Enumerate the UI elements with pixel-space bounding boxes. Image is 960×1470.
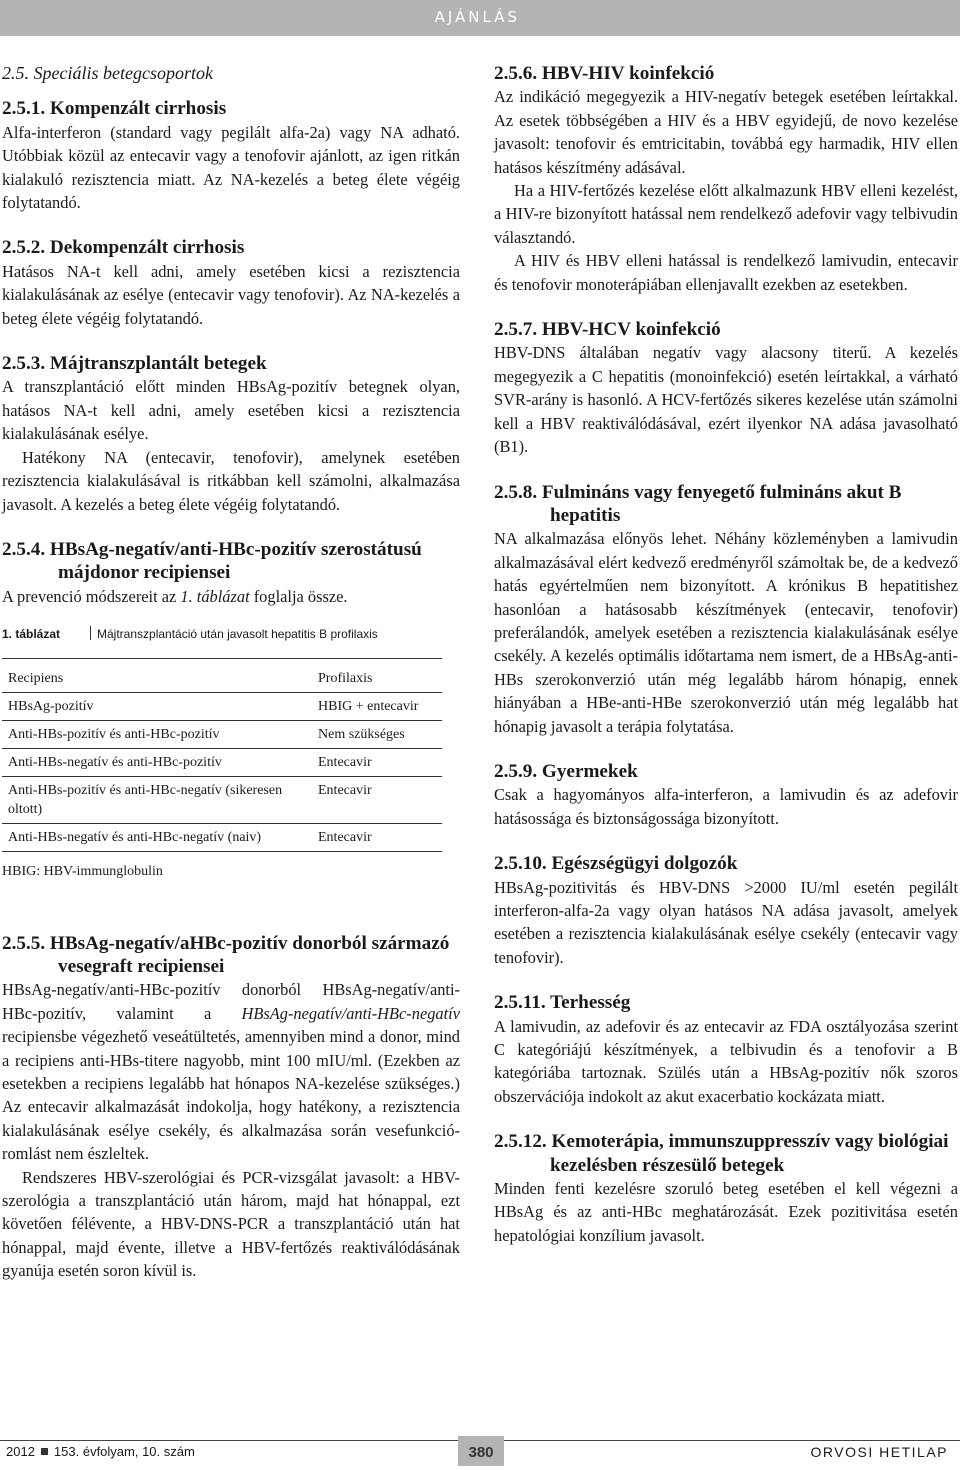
paragraph-2-5-1: Alfa-interferon (standard vagy pegilált alfa-2a) vagy NA adható. Utóbbiak közül az entecavir vagy a tenofovir ajánlott, az igen ritkán kialakuló rezisztencia miatt. Az NA-kezelés a beteg élete végéig folytatandó. [2, 122, 460, 213]
table-cell-recipiens: Anti-HBs-pozitív és anti-HBc-negatív (sikeresen oltott) [2, 777, 312, 824]
footer-year: 2012 [6, 1444, 35, 1459]
paragraph-2-5-3-b: Hatékony NA (entecavir, tenofovir), amelynek esetében rezisztencia kialakulásával is ritkábban kell számolni, alkalmazása javasolt. A kezelés a beteg élete végéig folytatandó. [2, 447, 460, 514]
table-number: 1. táblázat [2, 627, 61, 642]
right-column [494, 62, 958, 1247]
table-cell-recipiens: Anti-HBs-negatív és anti-HBc-pozitív [2, 749, 312, 777]
paragraph-2-5-2: Hatásos NA-t kell adni, amely esetében kicsi a rezisztencia kialakulásának az esélye (entecavir vagy tenofovir). Az NA-kezelés a beteg élete végéig folytatandó. [2, 261, 460, 328]
paragraph-2-5-4: A prevenció módszereit az 1. táblázat foglalja össze. [2, 586, 348, 606]
section-heading-2-5: 2.5. Speciális betegcsoportok [2, 63, 213, 83]
heading-2-5-2: 2.5.2. Dekompenzált cirrhosis [2, 237, 245, 259]
paragraph-2-5-11: A lamivudin, az adefovir és az entecavir az FDA osztályozása szerint C kategóriájú készítmények, a telbivudin és a tenofovir a B kategóriába tartoznak. Szülés után a HBsAg-pozitív nők szoros obszervációja indokolt az akut exacerbatio kockázata miatt. [494, 1016, 958, 1106]
table-footnote: HBIG: HBV-immunglobulin [2, 864, 163, 880]
paragraph-2-5-7: HBV-DNS általában negatív vagy alacsony titerű. A kezelés megegyezik a C hepatitis (monoinfekció) esetén leírtakkal, a várható SVR-arány is hasonló. A HCV-fertőzés sikeres kezelése után számolni kell a HBV reaktiválódásával, ezért ilyenkor NA adása javasolható (B1). [494, 343, 958, 457]
table-cell-recipiens: Anti-HBs-pozitív és anti-HBc-pozitív [2, 721, 312, 749]
heading-2-5-6: 2.5.6. HBV-HIV koinfekció [494, 63, 715, 84]
table-cell-profilaxis: Entecavir [312, 749, 442, 777]
heading-2-5-1: 2.5.1. Kompenzált cirrhosis [2, 98, 227, 120]
table-title: Májtranszplantáció után javasolt hepatitis B profilaxis [97, 627, 378, 642]
page-number: 380 [458, 1436, 504, 1466]
paragraph-2-5-10: HBsAg-pozitivitás és HBV-DNS >2000 IU/ml esetén pegilált interferon-alfa-2a vagy olyan hatásos NA adása javasolt, amelyek esetében a rezisztencia kialakulásának esélye csekély (entecavir vagy tenofovir). [494, 877, 958, 967]
table-row [2, 777, 442, 824]
paragraph-2-5-5-b: Rendszeres HBV-szerológiai és PCR-vizsgálat javasolt: a HBV-szerológia a transzplantáció után három, majd hat hónappal, ezt követően félévente, a HBV-DNS-PCR a transzplantáció után hat hónappal, majd évente, illetve a HBV-fertőzés reaktiválódásának gyanúja esetén soron kívül is. [2, 1167, 460, 1281]
section-label: AJÁNLÁS [434, 8, 520, 26]
paragraph-2-5-5-a: HBsAg-negatív/anti-HBc-pozitív donorból HBsAg-negatív/anti-HBc-pozitív, valamint a HBsAg-negatív/anti-HBc-negatív recipiensbe végezhető veseátültetés, amennyiben mind a donor, mind a recipiens anti-HBs-titere nagyobb, mint 100 mIU/ml. (Ezekben az esetekben a recipiens legalább hat hónapos NA-kezelése szükséges.) Az entecavir alkalmazását indokolja, hogy hatékony, a rezisztencia kialakulásának esélye csekély, és alkalmazása során vesefunkció-romlást nem észleltek. [2, 980, 460, 1164]
table-cell-profilaxis: Nem szükséges [312, 721, 442, 749]
footer-issue [6, 1444, 195, 1459]
paragraph-2-5-9: Csak a hagyományos alfa-interferon, a lamivudin és az adefovir hatásossága és biztonságossága bizonyított. [494, 785, 958, 828]
heading-2-5-4: 2.5.4. HBsAg-negatív/anti-HBc-pozitív szerostátusú májdonor recipiensei [2, 538, 422, 584]
prophylaxis-table [2, 658, 442, 852]
heading-2-5-9: 2.5.9. Gyermekek [494, 760, 638, 782]
table-header-profilaxis: Profilaxis [318, 671, 373, 687]
heading-2-5-11: 2.5.11. Terhesség [494, 992, 631, 1014]
paragraph-2-5-6-b: Ha a HIV-fertőzés kezelése előtt alkalmazunk HBV elleni kezelést, a HIV-re bizonyított hatással nem rendelkező adefovir vagy telbivudin választandó. [494, 181, 958, 247]
header-bar [0, 0, 960, 36]
table-cell-profilaxis: Entecavir [312, 777, 442, 824]
table-caption [2, 626, 460, 642]
table-cell-recipiens: Anti-HBs-negatív és anti-HBc-negatív (naiv) [2, 824, 312, 852]
paragraph-2-5-3-a: A transzplantáció előtt minden HBsAg-pozitív betegnek olyan, hatásos NA-t kell adni, amely esetében kicsi a rezisztencia kialakulásának esélye. [2, 377, 460, 444]
heading-2-5-7: 2.5.7. HBV-HCV koinfekció [494, 319, 721, 341]
heading-2-5-8: 2.5.8. Fulmináns vagy fenyegető fulmináns akut B hepatitis [494, 481, 902, 526]
paragraph-2-5-6-a: Az indikáció megegyezik a HIV-negatív betegek esetében leírtakkal. Az esetek többségében a HIV és a HBV egyidejű, de novo kezelése javasolt: tenofovir és emtricitabin, továbbá egy harmadik, HIV ellen hatásos készítmény adásával. [494, 87, 958, 177]
table-row [2, 824, 442, 852]
heading-2-5-12: 2.5.12. Kemoterápia, immunszuppresszív vagy biológiai kezelésben részesülő betegek [494, 1131, 949, 1176]
table-row [2, 693, 442, 721]
left-column [2, 62, 460, 1283]
journal-name: ORVOSI HETILAP [810, 1444, 948, 1460]
paragraph-2-5-8: NA alkalmazása előnyös lehet. Néhány közleményben a lamivudin alkalmazásával elért kedvező eredményről számoltak be, de a kedvező hatás egyértelműen nem bizonyított. A krónikus B hepatitishez hasonlóan a hatásosabb készítmények (entecavir, tenofovir) preferálandók, amelyek esetében a rezisztencia kialakulásának esélye csekély. A kezelés optimális időtartama nem ismert, de a HBsAg-anti-HBs szerokonverzió után még legalább három hónapig, ennek hiányában a HBe-anti-HBe szerokonverzió után még legalább hat hónapig javasolt a terápia folytatása. [494, 529, 958, 736]
heading-2-5-3: 2.5.3. Májtranszplantált betegek [2, 353, 267, 375]
paragraph-2-5-6-c: A HIV és HBV elleni hatással is rendelkező lamivudin, entecavir és tenofovir monoterápiában ellenjavallt ezekben az esetekben. [494, 251, 958, 294]
table-row [2, 721, 442, 749]
table-row [2, 749, 442, 777]
table-cell-profilaxis: HBIG + entecavir [312, 693, 442, 721]
footer-volume: 153. évfolyam, 10. szám [53, 1444, 195, 1459]
heading-2-5-10: 2.5.10. Egészségügyi dolgozók [494, 853, 738, 875]
table-cell-profilaxis: Entecavir [312, 824, 442, 852]
table-header-recipiens: Recipiens [8, 671, 64, 687]
square-bullet-icon [41, 1448, 48, 1455]
paragraph-2-5-12: Minden fenti kezelésre szoruló beteg esetében el kell végezni a HBsAg és az anti-HBc meghatározását. Ezek pozitivitása esetén hepatológiai konzílium javasolt. [494, 1179, 958, 1245]
heading-2-5-5: 2.5.5. HBsAg-negatív/aHBc-pozitív donorból származó vesegraft recipiensei [2, 932, 450, 977]
table-reference: 1. táblázat [180, 586, 250, 606]
emphasis-recipient: HBsAg-negatív/anti-HBc-negatív [241, 1003, 460, 1023]
table-header-row [2, 659, 442, 693]
table-cell-recipiens: HBsAg-pozitív [2, 693, 312, 721]
